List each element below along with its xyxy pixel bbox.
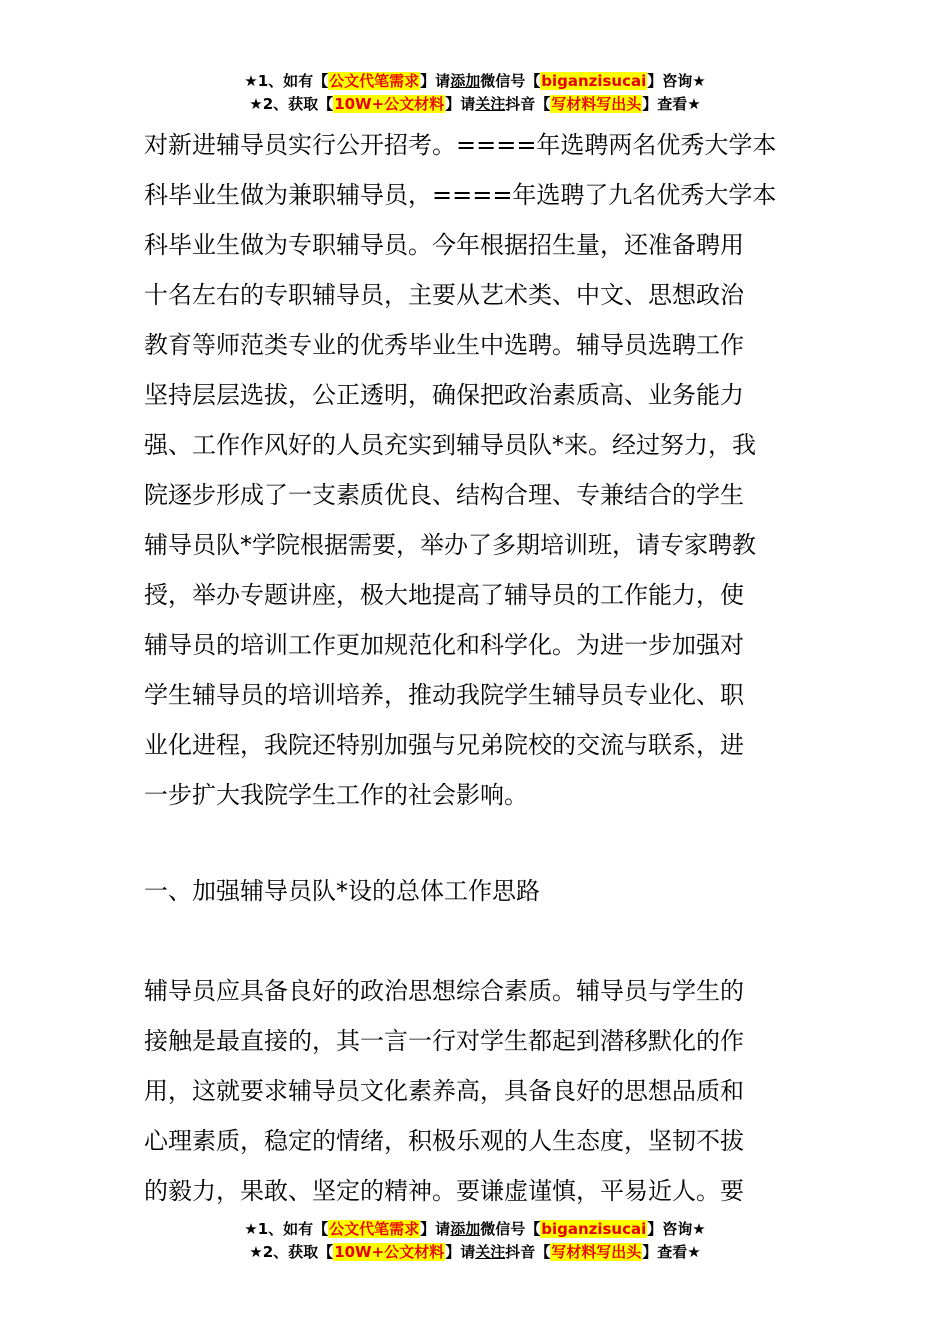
text-line: 教育等师范类专业的优秀毕业生中选聘。辅导员选聘工作 <box>144 331 744 359</box>
banner-text: 】查看★ <box>642 1243 701 1261</box>
highlight-douyin: 写材料写出头 <box>551 1243 642 1261</box>
text-line: 学生辅导员的培训培养，推动我院学生辅导员专业化、职 <box>144 681 744 709</box>
banner-line-1 <box>0 70 950 93</box>
banner-line-2 <box>0 93 950 116</box>
text-line: 辅导员应具备良好的政治思想综合素质。辅导员与学生的 <box>144 977 744 1005</box>
footer-banner <box>0 1218 950 1264</box>
banner-text: 】请 <box>445 95 476 113</box>
banner-emphasis: 关注 <box>475 1243 506 1261</box>
text-line: 院逐步形成了一支素质优良、结构合理、专兼结合的学生 <box>144 481 744 509</box>
banner-text: ★2、获取【 <box>249 1243 334 1261</box>
highlight-wechat-id: biganzisucai <box>541 1220 647 1238</box>
banner-text: 抖音【 <box>505 1243 551 1261</box>
text-line: 辅导员的培训工作更加规范化和科学化。为进一步加强对 <box>144 631 744 659</box>
banner-text: 】请 <box>420 1220 451 1238</box>
paragraph-1 <box>144 120 814 820</box>
highlight-materials: 10W+公文材料 <box>334 95 445 113</box>
text-line: 心理素质，稳定的情绪，积极乐观的人生态度，坚韧不拔 <box>144 1127 744 1155</box>
banner-text: 】请 <box>420 72 451 90</box>
paragraph-2 <box>144 966 814 1216</box>
banner-text: 微信号【 <box>480 72 541 90</box>
text-line: 辅导员队*学院根据需要，举办了多期培训班，请专家聘教 <box>144 531 756 559</box>
highlight-douyin: 写材料写出头 <box>551 95 642 113</box>
text-line: 科毕业生做为专职辅导员。今年根据招生量，还准备聘用 <box>144 231 744 259</box>
banner-emphasis: 添加 <box>450 1220 481 1238</box>
banner-emphasis: 关注 <box>475 95 506 113</box>
banner-text: ★1、如有【 <box>244 1220 329 1238</box>
text-line: 坚持层层选拔，公正透明，确保把政治素质高、业务能力 <box>144 381 744 409</box>
header-banner <box>0 70 950 116</box>
text-line: 强、工作作风好的人员充实到辅导员队*来。经过努力，我 <box>144 431 756 459</box>
highlight-wechat-id: biganzisucai <box>541 72 647 90</box>
text-line: 十名左右的专职辅导员，主要从艺术类、中文、思想政治 <box>144 281 744 309</box>
banner-text: 】查看★ <box>642 95 701 113</box>
text-line: 对新进辅导员实行公开招考。====年选聘两名优秀大学本 <box>144 131 777 159</box>
text-line: 授，举办专题讲座，极大地提高了辅导员的工作能力，使 <box>144 581 744 609</box>
banner-text: ★1、如有【 <box>244 72 329 90</box>
banner-text: 】咨询★ <box>647 72 706 90</box>
banner-emphasis: 添加 <box>450 72 481 90</box>
heading-text: 一、加强辅导员队*设的总体工作思路 <box>144 877 540 905</box>
text-line: 接触是最直接的，其一言一行对学生都起到潜移默化的作 <box>144 1027 744 1055</box>
section-heading <box>144 866 814 916</box>
banner-line-1 <box>0 1218 950 1241</box>
highlight-service: 公文代笔需求 <box>329 1220 420 1238</box>
banner-text: 微信号【 <box>480 1220 541 1238</box>
text-line: 的毅力，果敢、坚定的精神。要谦虚谨慎，平易近人。要 <box>144 1177 744 1205</box>
text-line: 用，这就要求辅导员文化素养高，具备良好的思想品质和 <box>144 1077 744 1105</box>
highlight-materials: 10W+公文材料 <box>334 1243 445 1261</box>
banner-line-2 <box>0 1241 950 1264</box>
banner-text: ★2、获取【 <box>249 95 334 113</box>
text-line: 一步扩大我院学生工作的社会影响。 <box>144 781 528 809</box>
banner-text: 抖音【 <box>505 95 551 113</box>
text-line: 业化进程，我院还特别加强与兄弟院校的交流与联系，进 <box>144 731 744 759</box>
text-line: 科毕业生做为兼职辅导员，====年选聘了九名优秀大学本 <box>144 181 777 209</box>
banner-text: 】请 <box>445 1243 476 1261</box>
highlight-service: 公文代笔需求 <box>329 72 420 90</box>
banner-text: 】咨询★ <box>647 1220 706 1238</box>
